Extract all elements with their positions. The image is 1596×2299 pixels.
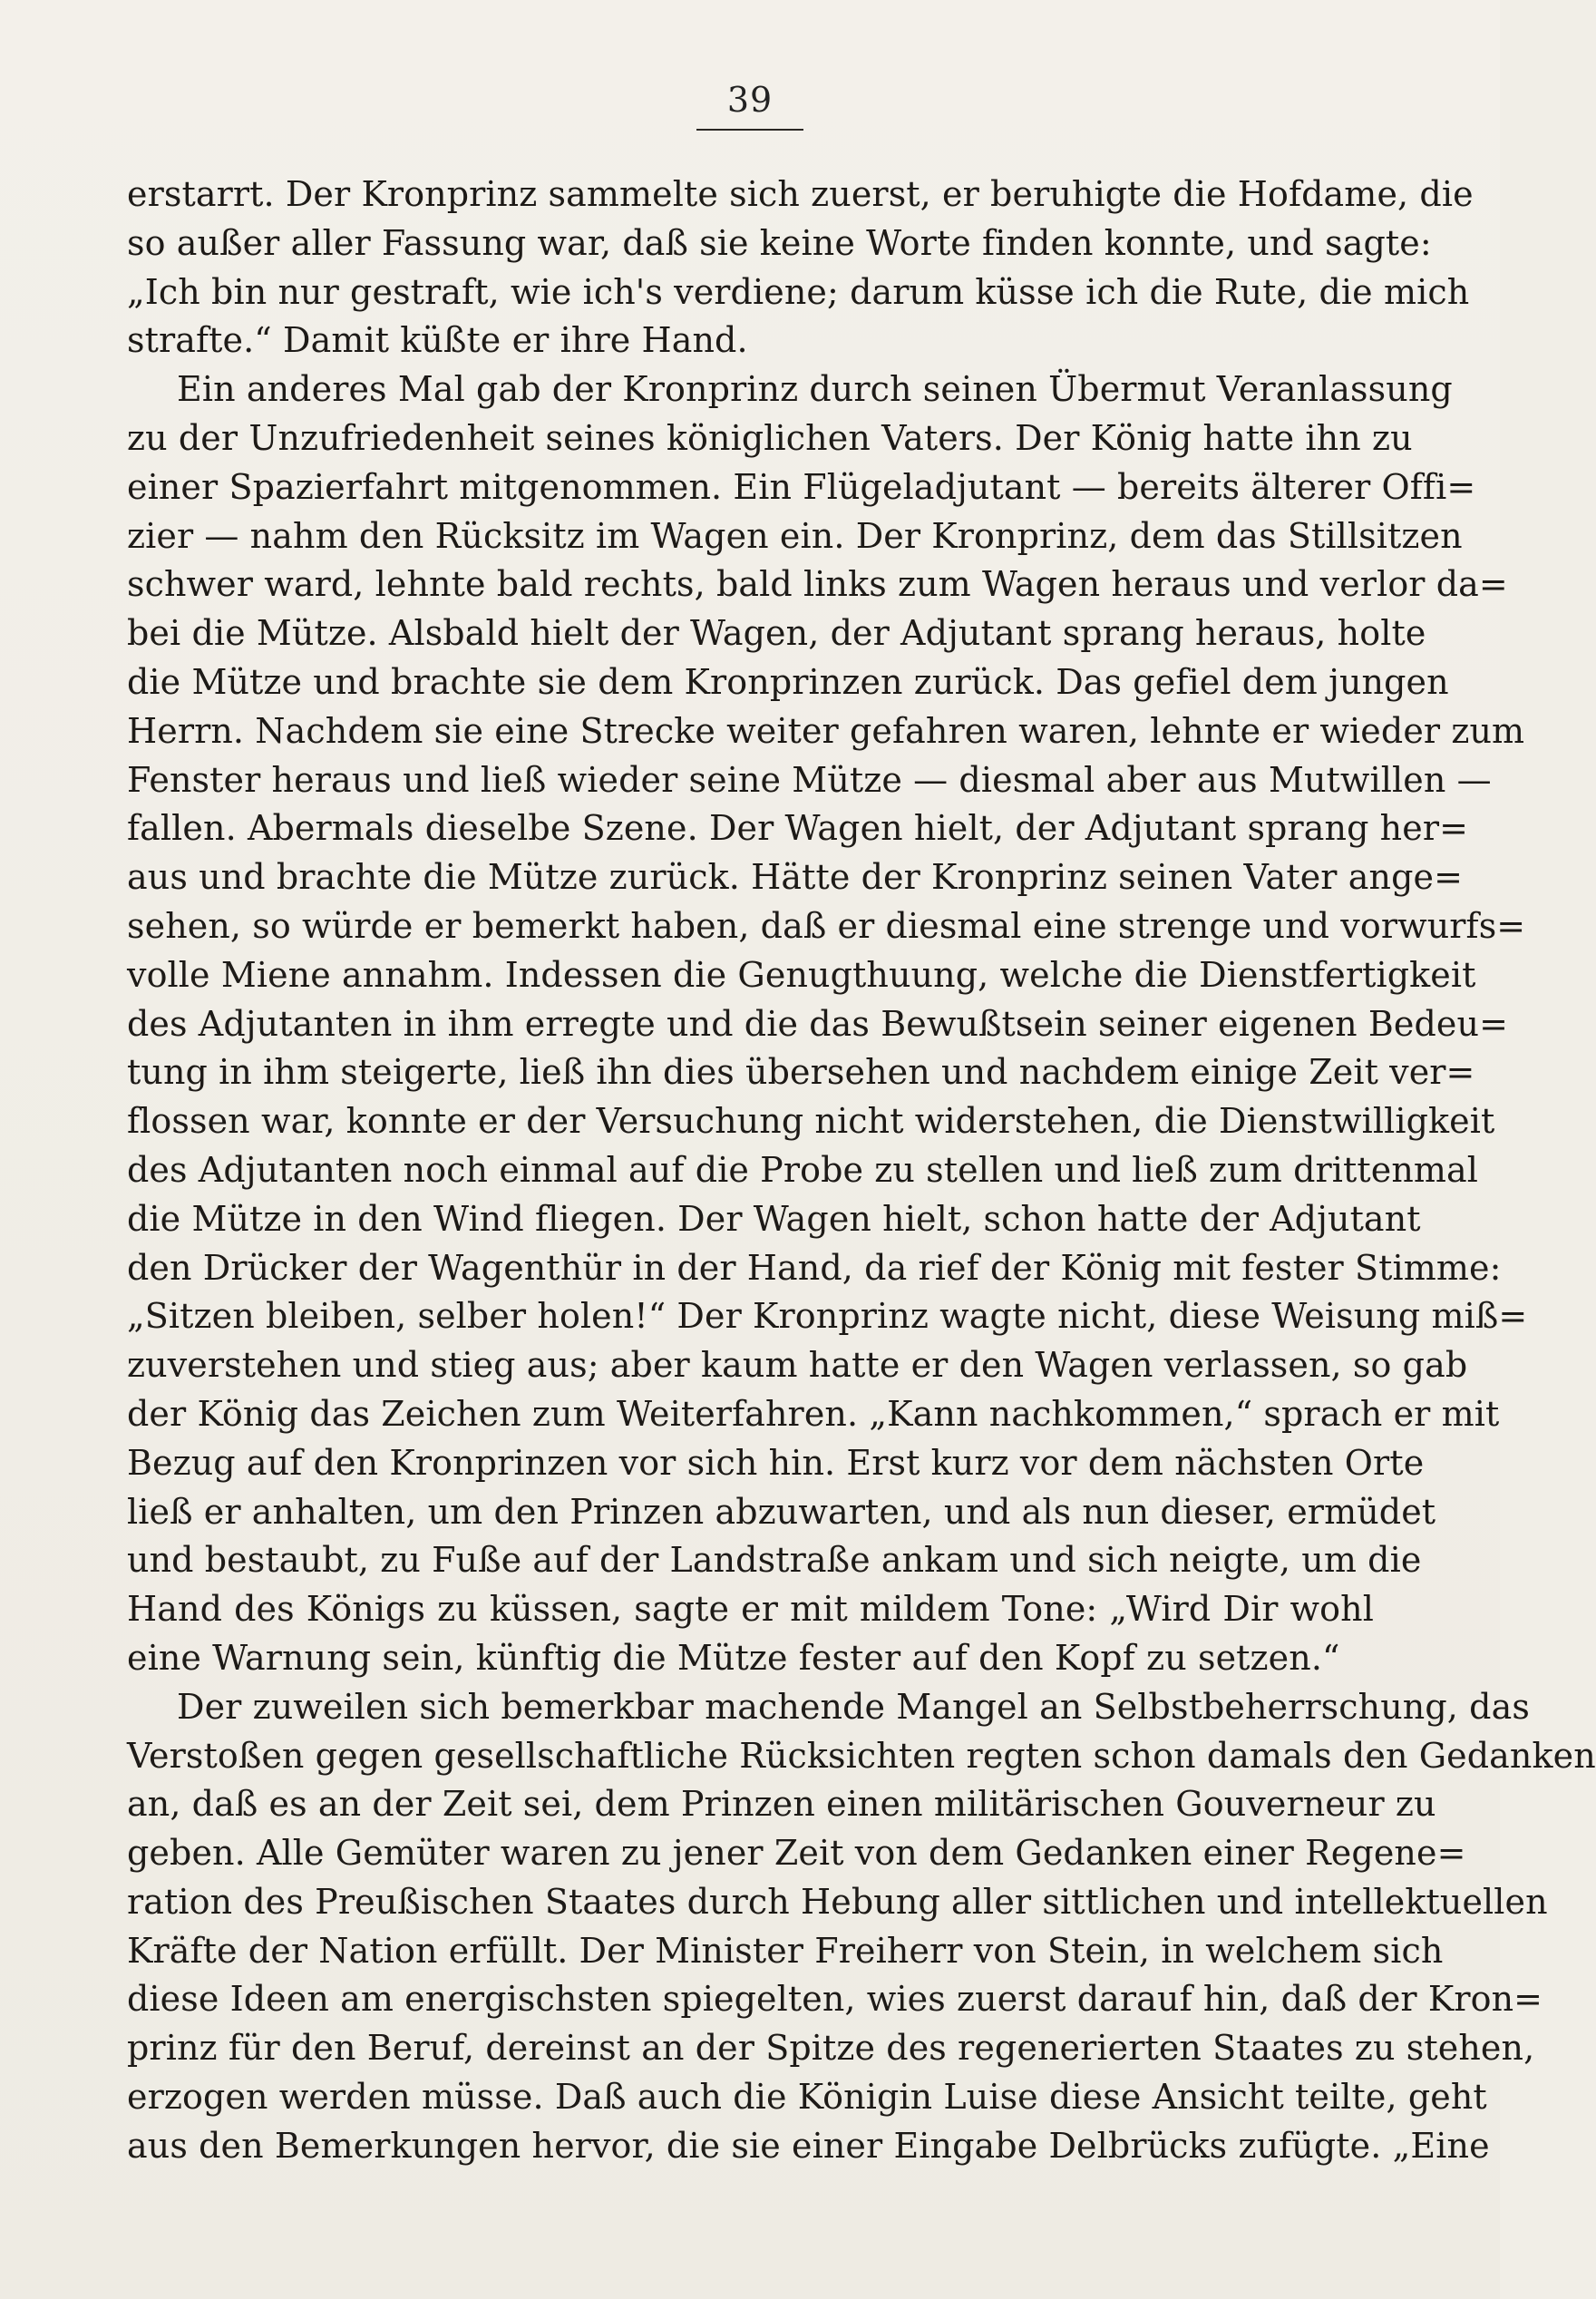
text-line: „Ich bin nur gestraft, wie ich's verdiene; darum küsse ich die Rute, die mich [127,271,1470,312]
text-line: die Mütze in den Wind fliegen. Der Wagen hielt, schon hatte der Adjutant [127,1198,1421,1239]
text-line: Hand des Königs zu küssen, sagte er mit mildem Tone: „Wird Dir wohl [127,1589,1374,1630]
text-line: Fenster heraus und ließ wieder seine Mütze — diesmal aber aus Mutwillen — [127,759,1492,800]
text-line: prinz für den Beruf, dereinst an der Spitze des regenerierten Staates zu stehen, [127,2028,1535,2069]
text-line: Der zuweilen sich bemerkbar machende Mangel an Selbstbeherrschung, das [177,1686,1530,1727]
text-line: Kräfte der Nation erfüllt. Der Minister Freiherr von Stein, in welchem sich [127,1930,1444,1971]
text-line: des Adjutanten in ihm erregte und die das Bewußtsein seiner eigenen Bedeu= [127,1003,1509,1044]
text-line: der König das Zeichen zum Weiterfahren. „Kann nachkommen,“ sprach er mit [127,1393,1500,1434]
text-line: des Adjutanten noch einmal auf die Probe zu stellen und ließ zum drittenmal [127,1149,1479,1190]
text-line: Herrn. Nachdem sie eine Strecke weiter gefahren waren, lehnte er wieder zum [127,710,1525,751]
page-header [0,80,1500,131]
text-line: aus den Bemerkungen hervor, die sie einer Eingabe Delbrücks zufügte. „Eine [127,2125,1490,2166]
text-line: volle Miene annahm. Indessen die Genugthuung, welche die Dienstfertigkeit [127,954,1476,995]
text-line: schwer ward, lehnte bald rechts, bald links zum Wagen heraus und verlor da= [127,564,1508,605]
paragraph [127,1683,1596,2171]
page-number: 39 [696,80,803,131]
text-line: ließ er anhalten, um den Prinzen abzuwarten, und als nun dieser, ermüdet [127,1491,1436,1532]
text-line: Ein anderes Mal gab der Kronprinz durch seinen Übermut Veranlassung [177,369,1453,410]
text-line: ration des Preußischen Staates durch Hebung aller sittlichen und intellektuellen [127,1881,1548,1922]
text-line: erzogen werden müsse. Daß auch die Königin Luise diese Ansicht teilte, geht [127,2077,1487,2118]
text-line: flossen war, konnte er der Versuchung nicht widerstehen, die Dienstwilligkeit [127,1101,1495,1142]
paragraph [127,365,1528,1683]
body-text [127,170,1596,2171]
text-line: bei die Mütze. Alsbald hielt der Wagen, der Adjutant sprang heraus, holte [127,613,1426,654]
text-line: diese Ideen am energischsten spiegelten, wies zuerst darauf hin, daß der Kron= [127,1979,1543,2020]
text-line: so außer aller Fassung war, daß sie keine Worte finden konnte, und sagte: [127,222,1432,263]
text-line: Verstoßen gegen gesellschaftliche Rücksichten regten schon damals den Gedanken [127,1735,1596,1776]
text-line: strafte.“ Damit küßte er ihre Hand. [127,320,748,361]
text-line: fallen. Abermals dieselbe Szene. Der Wagen hielt, der Adjutant sprang her= [127,808,1469,849]
text-line: sehen, so würde er bemerkt haben, daß er diesmal eine strenge und vorwurfs= [127,905,1526,946]
text-line: eine Warnung sein, künftig die Mütze fester auf den Kopf zu setzen.“ [127,1637,1340,1678]
text-line: geben. Alle Gemüter waren zu jener Zeit von dem Gedanken einer Regene= [127,1833,1466,1874]
text-line: und bestaubt, zu Fuße auf der Landstraße ankam und sich neigte, um die [127,1540,1422,1581]
text-line: einer Spazierfahrt mitgenommen. Ein Flügeladjutant — bereits älterer Offi= [127,466,1476,507]
text-line: Bezug auf den Kronprinzen vor sich hin. Erst kurz vor dem nächsten Orte [127,1442,1425,1483]
text-line: an, daß es an der Zeit sei, dem Prinzen einen militärischen Gouverneur zu [127,1784,1436,1825]
text-line: den Drücker der Wagenthür in der Hand, da rief der König mit fester Stimme: [127,1247,1502,1288]
text-line: zier — nahm den Rücksitz im Wagen ein. Der Kronprinz, dem das Stillsitzen [127,515,1463,556]
text-line: zuverstehen und stieg aus; aber kaum hatte er den Wagen verlassen, so gab [127,1345,1468,1386]
paragraph [127,170,1474,365]
text-line: „Sitzen bleiben, selber holen!“ Der Kronprinz wagte nicht, diese Weisung miß= [127,1296,1528,1337]
text-line: die Mütze und brachte sie dem Kronprinzen zurück. Das gefiel dem jungen [127,661,1449,702]
text-line: tung in ihm steigerte, ließ ihn dies übersehen und nachdem einige Zeit ver= [127,1052,1475,1093]
text-line: aus und brachte die Mütze zurück. Hätte der Kronprinz seinen Vater ange= [127,857,1464,898]
text-line: zu der Unzufriedenheit seines königlichen Vaters. Der König hatte ihn zu [127,417,1413,458]
text-line: erstarrt. Der Kronprinz sammelte sich zuerst, er beruhigte die Hofdame, die [127,174,1474,214]
